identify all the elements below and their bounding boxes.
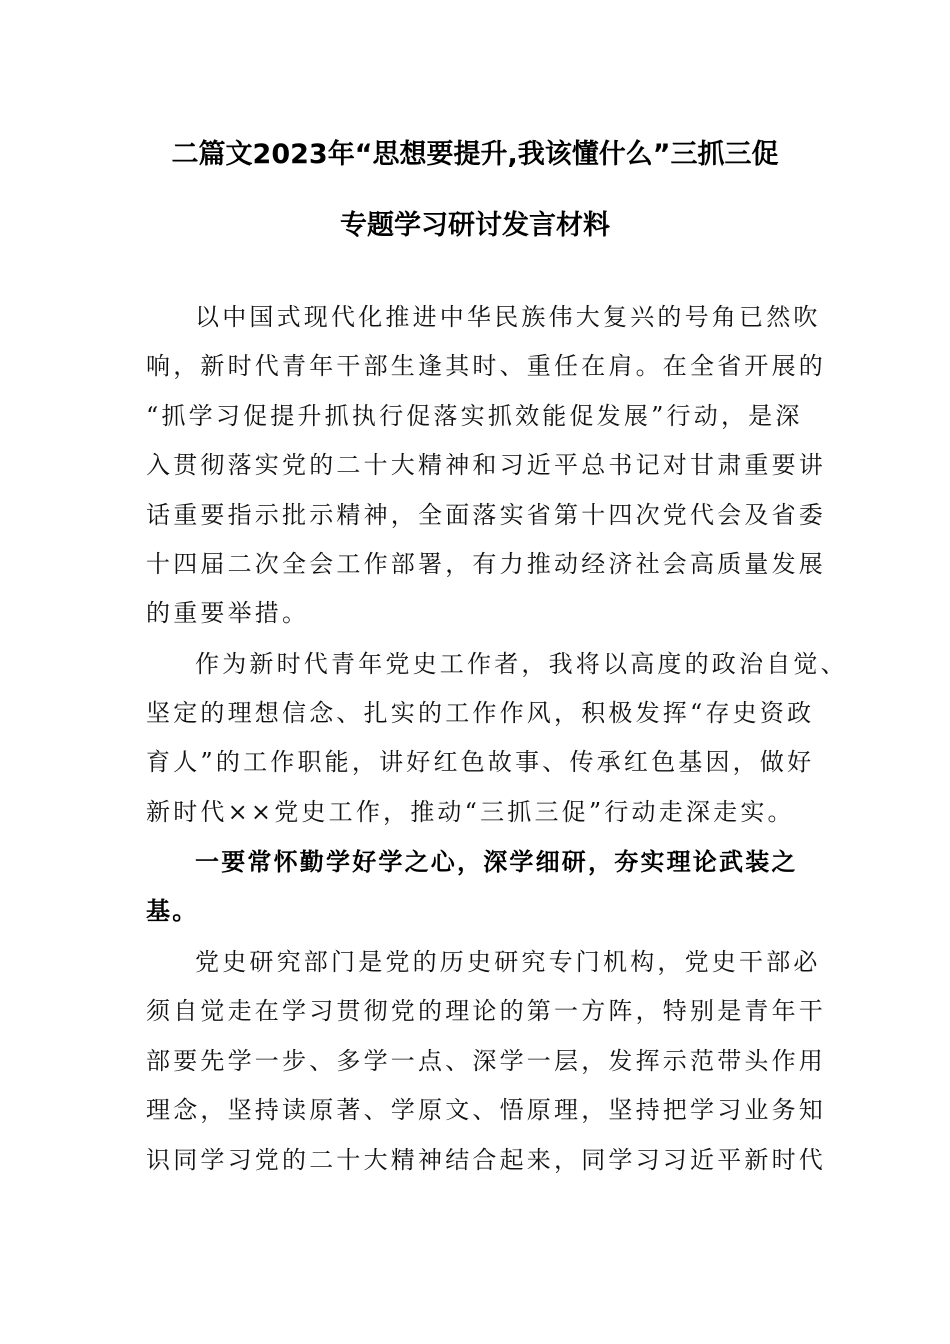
paragraph-line: 入贯彻落实党的二十大精神和习近平总书记对甘肃重要讲 [146,451,826,479]
paragraph-line: 党史研究部门是党的历史研究专门机构，党史干部必 [195,948,821,976]
document-title-line-2: 专题学习研讨发言材料 [340,210,610,241]
paragraph-line: 话重要指示批示精神，全面落实省第十四次党代会及省委 [146,501,826,529]
heading-line: 一要常怀勤学好学之心，深学细研，夯实理论武装之 [195,848,798,876]
document-title-line-1: 二篇文2023年“思想要提升,我该懂什么”三抓三促 [171,139,779,170]
paragraph-line: “抓学习促提升抓执行促落实抓效能促发展”行动，是深 [146,402,803,430]
paragraph-line: 须自觉走在学习贯彻党的理论的第一方阵，特别是青年干 [146,997,826,1025]
heading-line: 基。 [146,897,199,925]
paragraph-line: 部要先学一步、多学一点、深学一层，发挥示范带头作用 [146,1047,826,1075]
paragraph-line: 以中国式现代化推进中华民族伟大复兴的号角已然吹 [195,303,821,331]
paragraph-line: 十四届二次全会工作部署，有力推动经济社会高质量发展 [146,550,826,578]
paragraph-line: 坚定的理想信念、扎实的工作作风，积极发挥“存史资政 [146,699,815,727]
paragraph-line: 识同学习党的二十大精神结合起来，同学习习近平新时代 [146,1146,826,1174]
paragraph-line: 育人”的工作职能，讲好红色故事、传承红色基因，做好 [146,748,815,776]
paragraph-line: 新时代××党史工作，推动“三抓三促”行动走深走实。 [146,798,795,826]
paragraph-line: 的重要举措。 [146,599,310,627]
paragraph-line: 作为新时代青年党史工作者，我将以高度的政治自觉、 [195,650,848,678]
paragraph-line: 响，新时代青年干部生逢其时、重任在肩。在全省开展的 [146,352,826,380]
paragraph-line: 理念，坚持读原著、学原文、悟原理，坚持把学习业务知 [146,1096,826,1124]
